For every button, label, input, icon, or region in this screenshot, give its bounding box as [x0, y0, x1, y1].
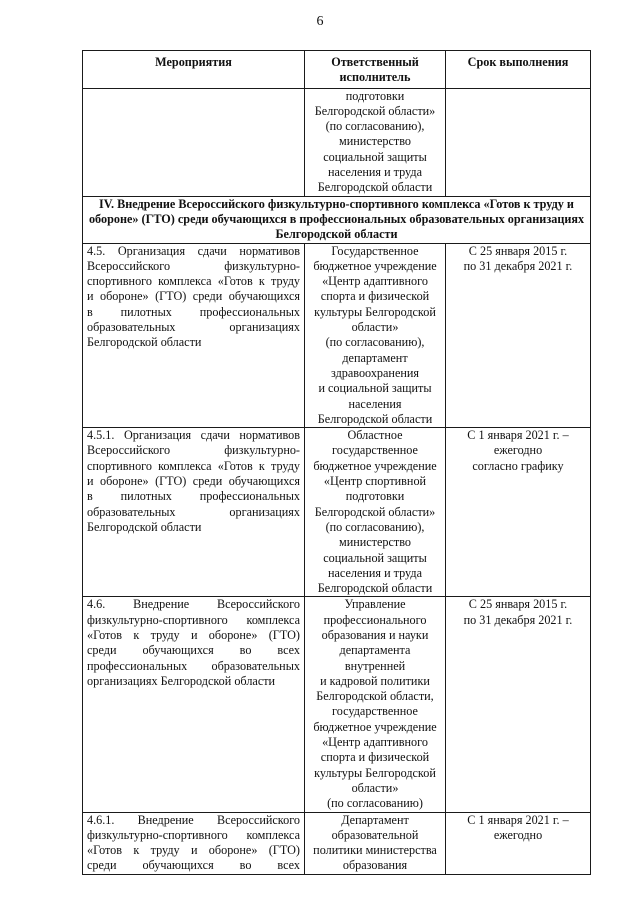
text-line: Белгородской области [317, 411, 433, 426]
text-line: культуры Белгородской [314, 765, 436, 780]
text-line: 4.6.1. Внедрение Всероссийского [87, 812, 300, 827]
text-line: «Центр спортивной [323, 474, 427, 489]
text-line: согласно графику [472, 458, 564, 473]
cell-executor [305, 428, 446, 597]
text-line: С 25 января 2015 г. [468, 597, 568, 612]
cell-event [83, 428, 305, 597]
text-line: бюджетное учреждение [313, 258, 437, 273]
section-title: IV. Внедрение Всероссийского физкультурно-спортивного комплекса «Готов к труду и обороне» (ГТО) среди обучающихся в профессиональных образовательных организациях Белгородской области [83, 196, 591, 243]
text-line: спортивного комплекса «Готов к труду [87, 274, 300, 289]
cell-event-empty [83, 88, 305, 196]
text-line: Белгородской области» [314, 103, 436, 118]
text-line: населения и труда [327, 165, 422, 180]
cell-event [83, 812, 305, 874]
text-line: государственное [332, 443, 418, 458]
table-row [83, 597, 591, 812]
text-line: Белгородской области [317, 180, 433, 195]
cell-executor [305, 88, 446, 196]
header-executor: Ответственный исполнитель [305, 51, 446, 89]
text-line: спорта и физической [320, 289, 430, 304]
text-line: и кадровой политики [320, 673, 430, 688]
text-line: и обороне» (ГТО) среди обучающихся [87, 474, 300, 489]
header-measures: Мероприятия [83, 51, 305, 89]
text-line: в пилотных профессиональных [87, 489, 300, 504]
text-line: в пилотных профессиональных [87, 304, 300, 319]
text-line: С 1 января 2021 г. – [467, 428, 569, 443]
text-line: министерство [338, 134, 412, 149]
text-line: подготовки [345, 489, 405, 504]
text-line: спорта и физической [320, 750, 430, 765]
cell-deadline [446, 597, 591, 812]
text-line: 4.5.1. Организация сдачи нормативов [87, 428, 300, 443]
text-line: «Готов к труду и обороне» (ГТО) [87, 843, 300, 858]
text-line: (по согласованию), [325, 335, 425, 350]
text-line: профессиональных образовательных [87, 658, 300, 673]
cell-event [83, 597, 305, 812]
text-line: Белгородской области» [314, 504, 436, 519]
text-line: Белгородской области [317, 581, 433, 596]
text-line: 4.5. Организация сдачи нормативов [87, 243, 300, 258]
text-line: С 1 января 2021 г. – [467, 812, 569, 827]
table-row [83, 812, 591, 874]
text-line: области» [351, 780, 399, 795]
page-number: 6 [316, 14, 324, 29]
text-line: 4.6. Внедрение Всероссийского [87, 597, 300, 612]
text-line: области» [351, 320, 399, 335]
text-line: Белгородской области, [316, 689, 434, 704]
cell-event [83, 243, 305, 428]
measures-table [82, 50, 591, 875]
text-line: и обороне» (ГТО) среди обучающихся [87, 289, 300, 304]
text-line: образования [342, 858, 408, 873]
text-line: С 25 января 2015 г. [468, 243, 568, 258]
cell-deadline [446, 812, 591, 874]
section-row [83, 196, 591, 243]
table-header-row [83, 51, 591, 89]
text-line: социальной защиты [323, 550, 427, 565]
text-line: образовательной [331, 827, 419, 842]
text-line: (по согласованию), [325, 119, 425, 134]
text-line: департамента [339, 643, 411, 658]
text-line: политики министерства [313, 843, 437, 858]
cell-deadline-empty [446, 88, 591, 196]
text-line: ежегодно [493, 443, 543, 458]
text-line: департамент [342, 350, 408, 365]
cell-deadline [446, 428, 591, 597]
table-row-continued [83, 88, 591, 196]
table-row [83, 428, 591, 597]
text-line: населения и труда [327, 565, 422, 580]
text-line: ежегодно [493, 827, 543, 842]
text-line: Всероссийского физкультурно- [87, 443, 300, 458]
text-line: образовательных организациях [87, 320, 300, 335]
text-line: государственное [332, 704, 418, 719]
cell-executor [305, 243, 446, 428]
cell-deadline [446, 243, 591, 428]
header-deadline: Срок выполнения [446, 51, 591, 89]
text-line: организациях Белгородской области [87, 673, 276, 688]
text-line: Белгородской области [87, 335, 202, 350]
text-line: профессионального [323, 612, 427, 627]
table-row [83, 243, 591, 428]
cell-executor [305, 812, 446, 874]
text-line: спортивного комплекса «Готов к труду [87, 458, 300, 473]
text-line: образовательных организациях [87, 504, 300, 519]
text-line: образования и науки [321, 627, 429, 642]
text-line: Департамент [341, 812, 409, 827]
text-line: здравоохранения [330, 365, 420, 380]
text-line: культуры Белгородской [314, 304, 436, 319]
text-line: среди обучающихся во всех [87, 858, 300, 873]
text-line: Всероссийского физкультурно- [87, 258, 300, 273]
cell-executor [305, 597, 446, 812]
text-line: «Центр адаптивного [322, 735, 428, 750]
text-line: Областное [347, 428, 403, 443]
text-line: населения [348, 396, 402, 411]
text-line: внутренней [344, 658, 406, 673]
text-line: (по согласованию) [327, 796, 423, 811]
text-line: среди обучающихся во всех [87, 643, 300, 658]
text-line: «Готов к труду и обороне» (ГТО) [87, 627, 300, 642]
text-line: бюджетное учреждение [313, 458, 437, 473]
text-line: и социальной защиты [318, 381, 432, 396]
text-line: социальной защиты [323, 149, 427, 164]
text-line: (по согласованию), [325, 519, 425, 534]
text-line: по 31 декабря 2021 г. [463, 612, 573, 627]
text-line: Управление [344, 597, 406, 612]
text-line: по 31 декабря 2021 г. [463, 258, 573, 273]
text-line: физкультурно-спортивного комплекса [87, 827, 300, 842]
text-line: Государственное [331, 243, 419, 258]
text-line: бюджетное учреждение [313, 719, 437, 734]
text-line: физкультурно-спортивного комплекса [87, 612, 300, 627]
text-line: подготовки [345, 88, 405, 103]
text-line: «Центр адаптивного [322, 274, 428, 289]
text-line: министерство [338, 535, 412, 550]
text-line: Белгородской области [87, 519, 202, 534]
